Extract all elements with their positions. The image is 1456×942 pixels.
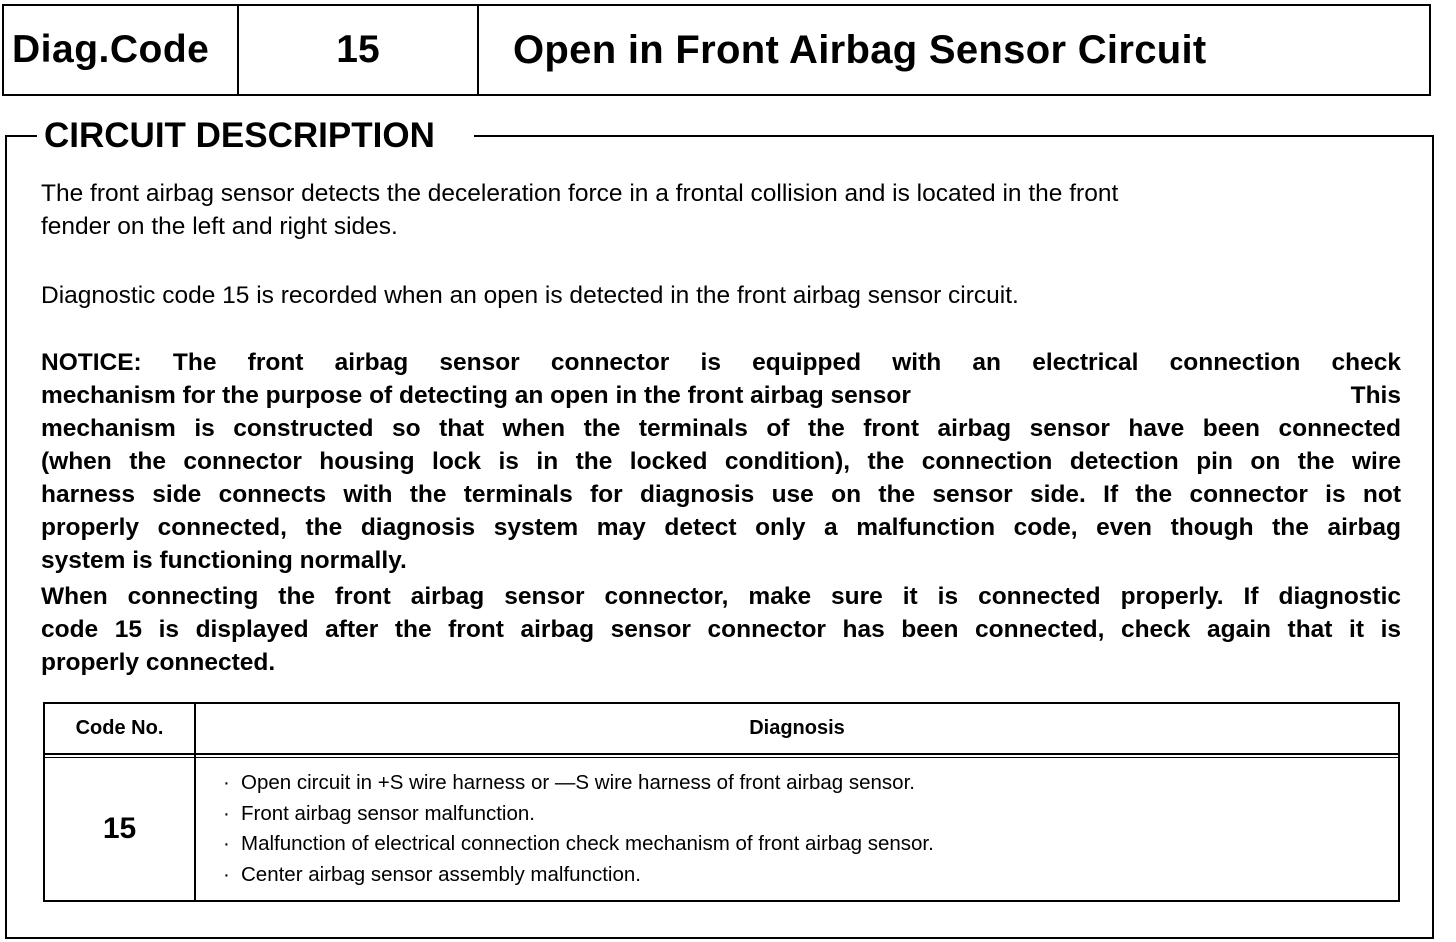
diag-code-number: 15 (239, 6, 479, 94)
text-line: The front airbag sensor detects the deceleration force in a frontal collision and is located in the front (41, 180, 1119, 207)
text-line: harness side connects with the terminals for diagnosis use on the sensor side. If the connector is not (41, 481, 1401, 508)
list-item-text: Open circuit in +S wire harness or —S wire harness of front airbag sensor. (241, 771, 915, 794)
list-item (223, 860, 934, 891)
list-item-text: Front airbag sensor malfunction. (241, 801, 535, 825)
connect-note-paragraph (41, 580, 1401, 679)
column-header-diagnosis: Diagnosis (749, 717, 845, 739)
section-title: CIRCUIT DESCRIPTION (44, 116, 435, 155)
diag-code-header (2, 4, 1431, 96)
text-line: system is functioning normally. (41, 547, 407, 574)
bullet: · (223, 771, 230, 794)
list-item (223, 768, 934, 799)
notice-paragraph (41, 346, 1401, 577)
diagnosis-list (223, 768, 934, 890)
bullet: · (223, 832, 230, 855)
diagnostic-code-paragraph: Diagnostic code 15 is recorded when an open is detected in the front airbag sensor circuit. (41, 282, 1019, 309)
table-cell-code: 15 (102, 812, 137, 845)
text-line: code 15 is displayed after the front airbag sensor connector has been connected, check again that it is (41, 616, 1401, 643)
text-line: NOTICE: The front airbag sensor connector is equipped with an electrical connection check (41, 349, 1401, 376)
text-line-part: This (1350, 382, 1401, 409)
text-line: When connecting the front airbag sensor connector, make sure it is connected properly. If diagnostic (41, 583, 1401, 610)
text-line: properly connected. (41, 649, 276, 676)
list-item-text: Center airbag sensor assembly malfunction. (241, 862, 641, 886)
diag-code-label: Diag.Code (4, 6, 239, 94)
text-line (41, 379, 1401, 412)
text-line: properly connected, the diagnosis system may detect only a malfunction code, even though the airbag (41, 514, 1401, 541)
table-header-divider (45, 753, 1398, 755)
list-item-text: Malfunction of electrical connection check mechanism of front airbag sensor. (241, 832, 934, 855)
bullet: · (223, 801, 230, 825)
text-line: (when the connector housing lock is in the locked condition), the connection detection pin on the wire (41, 448, 1401, 475)
page-title: Open in Front Airbag Sensor Circuit (513, 27, 1207, 72)
frame-top-rule-right (474, 135, 1434, 137)
column-header-code: Code No. (75, 717, 164, 739)
table-header-divider-inner (45, 757, 1398, 758)
bullet: · (223, 862, 230, 886)
diagnosis-table (43, 702, 1400, 902)
list-item (223, 829, 934, 860)
description-paragraph (41, 177, 1401, 243)
list-item (223, 799, 934, 830)
text-line: mechanism is constructed so that when the terminals of the front airbag sensor have been connected (41, 415, 1401, 442)
text-line: fender on the left and right sides. (41, 213, 398, 240)
frame-top-rule-left (5, 135, 37, 137)
text-line-part: mechanism for the purpose of detecting an open in the front airbag sensor (41, 382, 911, 409)
